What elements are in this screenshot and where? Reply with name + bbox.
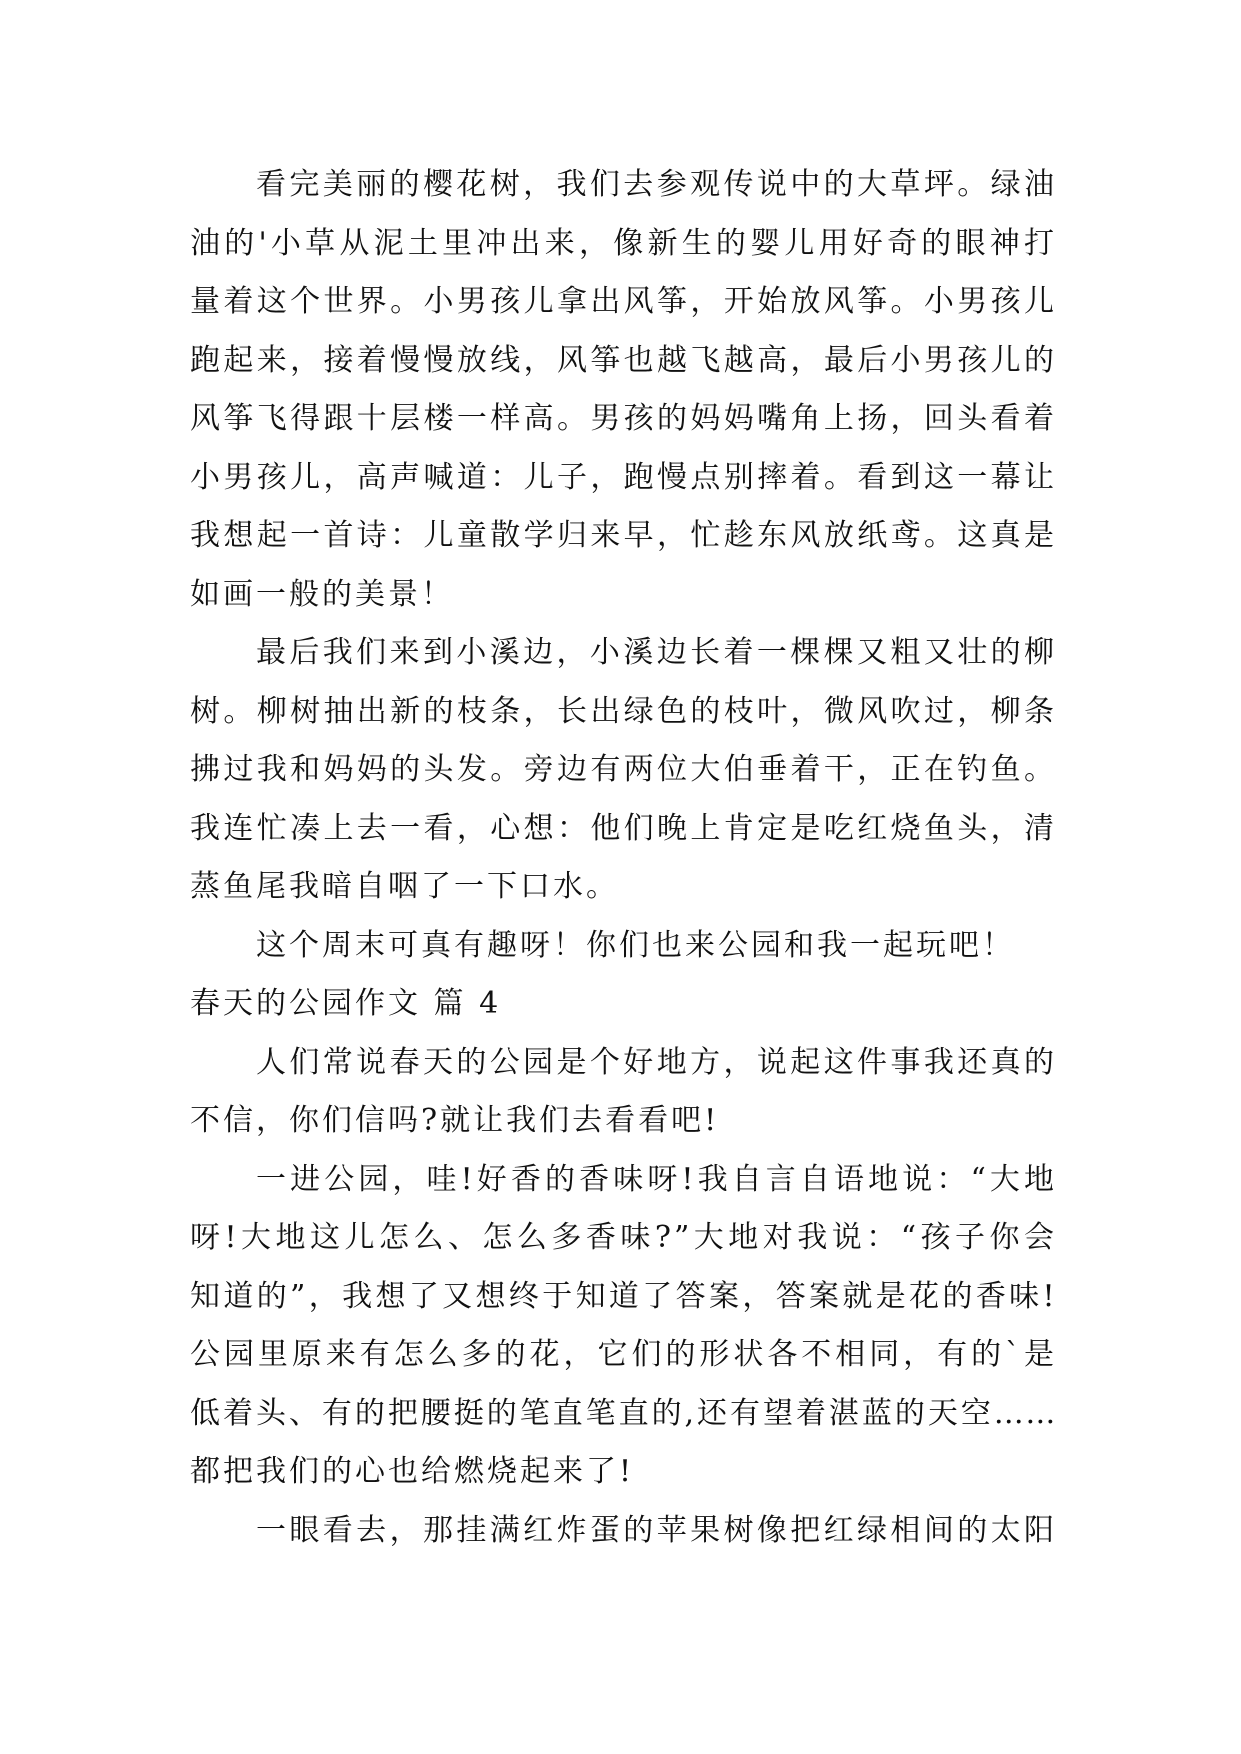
text-line: 跑起来，接着慢慢放线，风筝也越飞越高，最后小男孩儿的: [190, 342, 1057, 378]
text-line: 知道的”，我想了又想终于知道了答案，答案就是花的香味!: [190, 1278, 1057, 1314]
text-line: 油的'小草从泥土里冲出来，像新生的婴儿用好奇的眼神打: [190, 225, 1057, 261]
text-line: 如画一般的美景！: [190, 576, 454, 612]
text-line: 不信，你们信吗?就让我们去看看吧!: [190, 1103, 720, 1138]
section-heading: 春天的公园作文 篇 4: [190, 986, 502, 1021]
text-line: 蒸鱼尾我暗自咽了一下口水。: [190, 869, 619, 904]
text-line: 都把我们的心也给燃烧起来了!: [190, 1454, 635, 1489]
text-line: 最后我们来到小溪边，小溪边长着一棵棵又粗又壮的柳: [256, 635, 1057, 670]
text-line: 看完美丽的樱花树，我们去参观传说中的大草坪。绿油: [256, 167, 1057, 202]
text-line: 拂过我和妈妈的头发。旁边有两位大伯垂着干，正在钓鱼。: [190, 752, 1057, 787]
text-line: 我连忙凑上去一看，心想：他们晚上肯定是吃红烧鱼头，清: [190, 810, 1057, 846]
text-line: 公园里原来有怎么多的花，它们的形状各不相同，有的`是: [190, 1337, 1057, 1372]
paragraph-flowers: [190, 1151, 1057, 1502]
text-line: 一进公园，哇!好香的香味呀!我自言自语地说：“大地: [256, 1161, 1057, 1197]
text-line: 呀!大地这儿怎么、怎么多香味?”大地对我说：“孩子你会: [190, 1220, 1057, 1255]
paragraph-stream: [190, 624, 1057, 917]
paragraph-weekend: [190, 917, 1057, 976]
text-line: 这个周末可真有趣呀！你们也来公园和我一起玩吧！: [256, 927, 1015, 963]
text-line: 人们常说春天的公园是个好地方，说起这件事我还真的: [256, 1044, 1057, 1080]
paragraph-intro: [190, 1034, 1057, 1151]
text-line: 一眼看去，那挂满红炸蛋的苹果树像把红绿相间的太阳: [256, 1512, 1057, 1548]
text-line: 低着头、有的把腰挺的笔直笔直的,还有望着湛蓝的天空……: [190, 1395, 1057, 1431]
text-line: 树。柳树抽出新的枝条，长出绿色的枝叶，微风吹过，柳条: [190, 693, 1057, 729]
paragraph-apple-tree: [190, 1502, 1057, 1561]
text-line: 我想起一首诗：儿童散学归来早，忙趁东风放纸鸢。这真是: [190, 518, 1057, 553]
text-line: 量着这个世界。小男孩儿拿出风筝，开始放风筝。小男孩儿: [190, 284, 1057, 319]
document-body: [190, 156, 1057, 1560]
text-line: 风筝飞得跟十层楼一样高。男孩的妈妈嘴角上扬，回头看着: [190, 401, 1057, 436]
paragraph-cherry-lawn: [190, 156, 1057, 624]
text-line: 小男孩儿，高声喊道：儿子，跑慢点别摔着。看到这一幕让: [190, 459, 1057, 495]
